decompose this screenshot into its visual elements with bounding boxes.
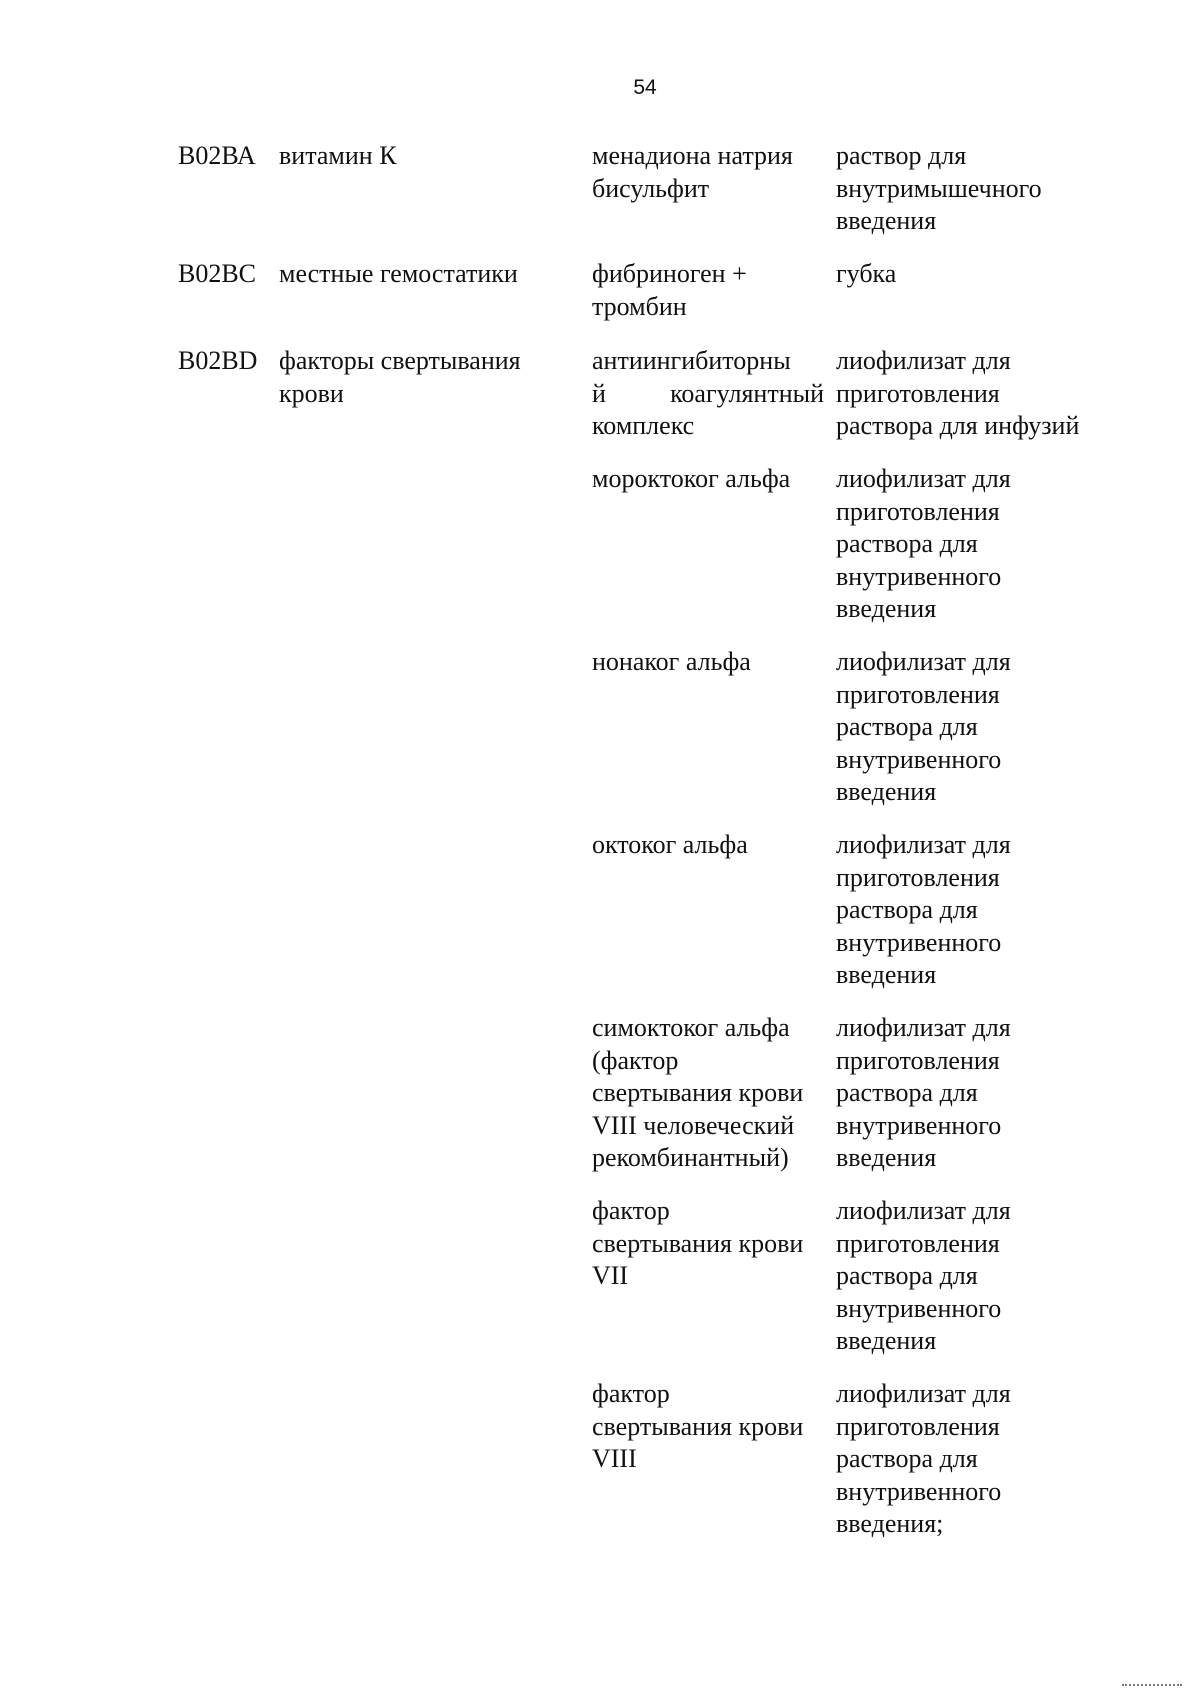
drug-name: симоктоког альфа (фактор свертывания крови VIII человеческий рекомбинантный) [592, 1013, 804, 1172]
drug-name: мороктоког альфа [592, 464, 791, 493]
drug-name: менадиона натрия бисульфит [592, 141, 793, 203]
drug-name: антиингибиторны й коагулянтный комплекс [592, 346, 824, 440]
atc-code: В02ВС [178, 259, 257, 288]
group-name: факторы свертывания крови [279, 346, 521, 408]
drug-name: фибриноген + тромбин [592, 259, 747, 321]
dosage-form: лиофилизат для приготовления раствора для внутривенного введения; [836, 1379, 1011, 1538]
group-name: витамин К [279, 141, 397, 170]
group-name: местные гемостатики [279, 259, 518, 288]
dosage-form: лиофилизат для приготовления раствора для внутривенного введения [836, 1196, 1011, 1355]
dosage-form: лиофилизат для приготовления раствора для внутривенного введения [836, 647, 1011, 806]
dosage-form: губка [836, 259, 897, 288]
scan-edge-mark [1122, 1684, 1182, 1688]
dosage-form: лиофилизат для приготовления раствора для внутривенного введения [836, 830, 1011, 989]
dosage-form: раствор для внутримышечного введения [836, 141, 1042, 235]
drug-name: фактор свертывания крови VIII [592, 1379, 804, 1473]
drug-name: фактор свертывания крови VII [592, 1196, 804, 1290]
page-number: 54 [633, 76, 657, 99]
drug-name: октоког альфа [592, 830, 748, 859]
dosage-form: лиофилизат для приготовления раствора для инфузий [836, 346, 1080, 440]
dosage-form: лиофилизат для приготовления раствора для внутривенного введения [836, 464, 1011, 623]
drug-name: нонаког альфа [592, 647, 751, 676]
dosage-form: лиофилизат для приготовления раствора для внутривенного введения [836, 1013, 1011, 1172]
atc-code: В02ВD [178, 346, 258, 375]
atc-code: В02ВА [178, 141, 256, 170]
